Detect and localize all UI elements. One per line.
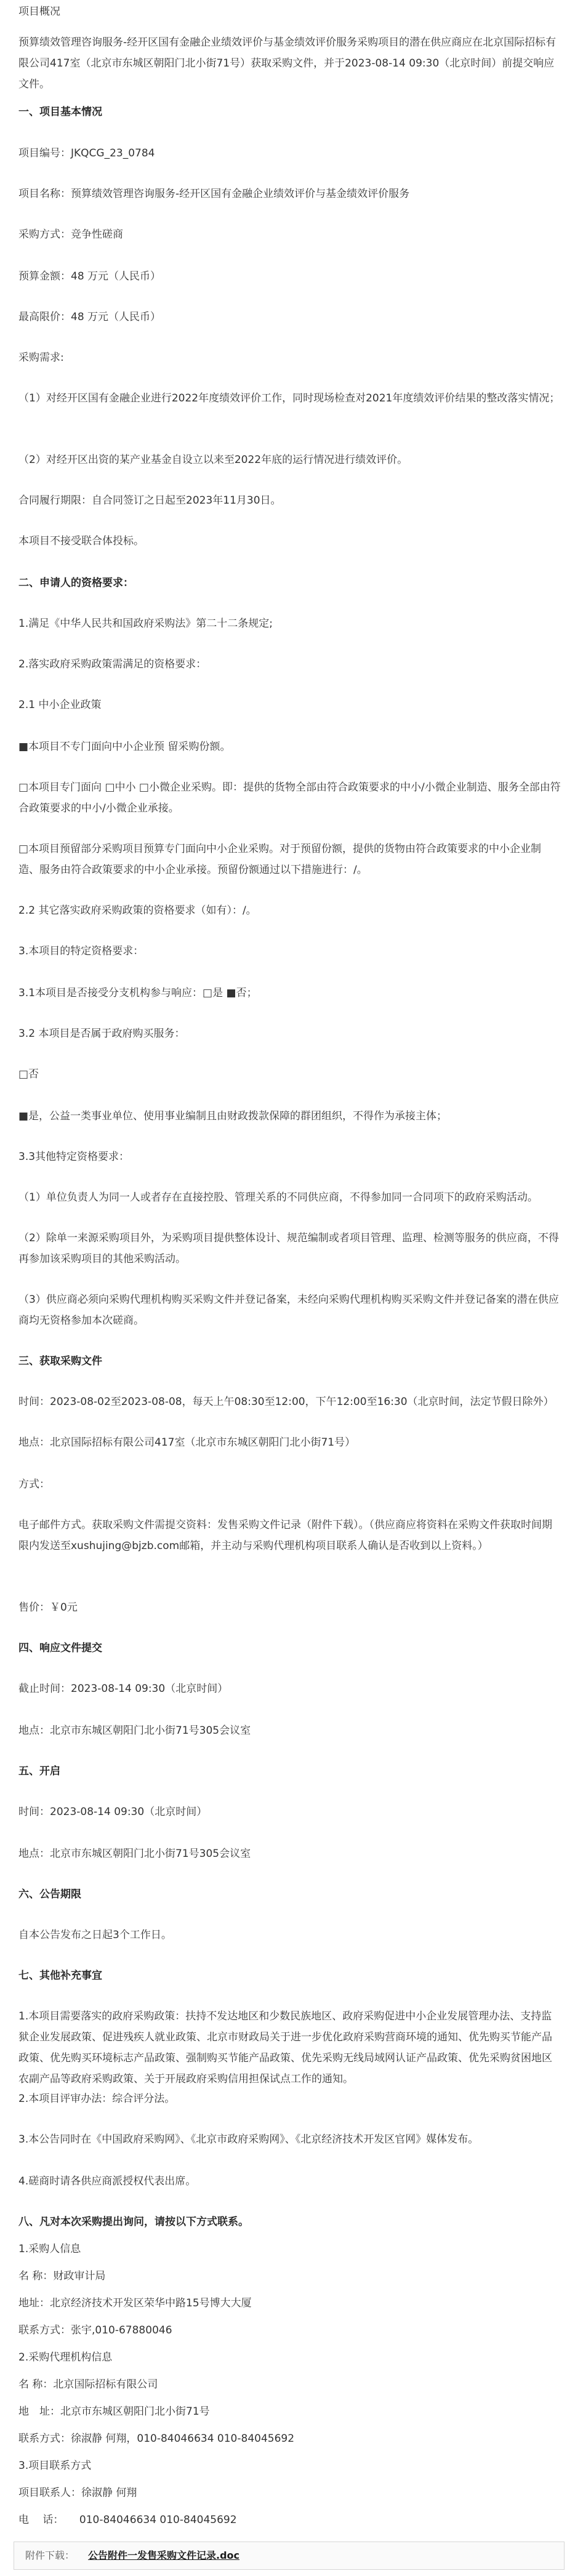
qualification-item: 1.满足《中华人民共和国政府采购法》第二十二条规定;: [18, 618, 273, 630]
section-heading: 五、开启: [18, 1765, 60, 1777]
submit-deadline: 截止时间：2023-08-14 09:30（北京时间）: [18, 1683, 228, 1695]
qualification-item: 3.2 本项目是否属于政府购买服务：: [18, 1028, 185, 1040]
contact-group-title: 3.项目联系方式: [18, 2460, 92, 2472]
qualification-item: □本项目预留部分采购项目预算专门面向中小企业采购。对于预留份额，提供的货物由符合政策要求的中小企业制造、服务由符合政策要求的中小企业承接。预留份额通过以下措施进行：/。: [18, 843, 542, 876]
section-heading: 三、获取采购文件: [18, 1355, 102, 1367]
qualification-item: 3.1本项目是否接受分支机构参与响应：□是 ■否；: [18, 987, 257, 999]
project-number: 项目编号：JKQCG_23_0784: [18, 147, 155, 159]
contact-group-title: 1.采购人信息: [18, 2243, 81, 2255]
qualification-item: 3.3其他特定资格要求：: [18, 1151, 130, 1163]
supplement-item: 1.本项目需要落实的政府采购政策：扶持不发达地区和少数民族地区、政府采购促进中小企业发展管理办法、支持监狱企业发展政策、促进残疾人就业政策、北京市财政局关于进一步优化政府采购营商环境的通知、优先购买节能产品政策、优先购买环境标志产品政策、强制购买节能产品政策、优先采购无线局域网认证产品政策、优先采购贫困地区农副产品等政府采购政策、关于开展政府采购信用担保试点工作的通知。: [18, 2010, 552, 2085]
section-heading: 一、项目基本情况: [18, 106, 102, 118]
consortium-note: 本项目不接受联合体投标。: [18, 535, 144, 547]
qualification-item: □本项目专门面向 □中小 □小微企业采购。即：提供的货物全部由符合政策要求的中小/小微企业制造、服务全部由符合政策要求的中小/小微企业承接。: [18, 781, 561, 815]
qualification-item: □否: [18, 1068, 39, 1081]
contact-group-title: 2.采购代理机构信息: [18, 2351, 113, 2364]
qualification-item: ■本项目不专门面向中小企业预 留采购份额。: [18, 741, 231, 753]
supplement-item: 3.本公告同时在《中国政府采购网》、《北京市政府采购网》、《北京经济技术开发区官网》媒体发布。: [18, 2133, 479, 2146]
section-heading: 二、申请人的资格要求：: [18, 577, 134, 589]
project-name: 项目名称：预算绩效管理咨询服务-经开区国有金融企业绩效评价与基金绩效评价服务: [18, 188, 410, 200]
qualification-item: （2）除单一来源采购项目外，为采购项目提供整体设计、规范编制或者项目管理、监理、检测等服务的供应商，不得再参加该采购项目的其他采购活动。: [18, 1232, 559, 1265]
qualification-item: （3）供应商必须向采购代理机构购买采购文件并登记备案，未经向采购代理机构购买采购文件并登记备案的潜在供应商均无资格参加本次磋商。: [18, 1294, 559, 1327]
purchaser-contact: 联系方式：张宇,010-67880046: [18, 2324, 172, 2337]
acquire-way-text: 电子邮件方式。获取采购文件需提交资料：发售采购文件记录（附件下载）。（供应商应将资料在采购文件获取时间期限内发送至xushujing@bjzb.com邮箱，并主动与采购代理机构项目联系人确认是否收到以上资料。）: [18, 1519, 552, 1552]
demand-item: （2）对经开区出资的某产业基金自设立以来至2022年底的运行情况进行绩效评价。: [18, 454, 408, 466]
acquire-way-label: 方式：: [18, 1478, 50, 1491]
section-heading: 八、凡对本次采购提出询问，请按以下方式联系。: [18, 2216, 249, 2228]
opening-place: 地点：北京市东城区朝阳门北小街71号305会议室: [18, 1848, 251, 1860]
supplement-item: 2.本项目评审办法：综合评分法。: [18, 2093, 175, 2105]
attachment-box: [14, 2542, 565, 2570]
agency-name: 名 称：北京国际招标有限公司: [18, 2378, 158, 2391]
opening-time: 时间：2023-08-14 09:30（北京时间）: [18, 1806, 207, 1818]
project-contact-phone: 电 话： 010-84046634 010-84045692: [18, 2514, 237, 2526]
purchaser-address: 地址：北京经济技术开发区荣华中路15号博大大厦: [18, 2297, 252, 2309]
overview-heading: 项目概况: [18, 6, 60, 18]
demand-label: 采购需求:: [18, 352, 64, 364]
qualification-item: ■是，公益一类事业单位、使用事业编制且由财政拨款保障的群团组织，不得作为承接主体；: [18, 1110, 448, 1122]
supplement-item: 4.磋商时请各供应商派授权代表出席。: [18, 2175, 196, 2188]
purchaser-name: 名 称：财政审计局: [18, 2270, 106, 2282]
acquire-place: 地点：北京国际招标有限公司417室（北京市东城区朝阳门北小街71号）: [18, 1436, 356, 1449]
section-heading: 四、响应文件提交: [18, 1642, 102, 1654]
qualification-item: 2.1 中小企业政策: [18, 699, 102, 711]
demand-item: （1）对经开区国有金融企业进行2022年度绩效评价工作，同时现场检查对2021年度绩效评价结果的整改落实情况；: [18, 392, 560, 405]
attachment-label: 附件下载：: [25, 2550, 75, 2561]
budget-amount: 预算金额：48 万元（人民币）: [18, 270, 161, 283]
agency-contact: 联系方式：徐淑静 何翔，010-84046634 010-84045692: [18, 2433, 295, 2445]
overview-text: 预算绩效管理咨询服务-经开区国有金融企业绩效评价与基金绩效评价服务采购项目的潜在供应商应在北京国际招标有限公司417室（北京市东城区朝阳门北小街71号）获取采购文件，并于2023-08-14 09:30（北京时间）前提交响应文件。: [18, 36, 557, 91]
procurement-method: 采购方式：竞争性磋商: [18, 228, 123, 241]
acquire-time: 时间：2023-08-02至2023-08-08，每天上午08:30至12:00，下午12:00至16:30（北京时间，法定节假日除外）: [18, 1396, 554, 1408]
submit-place: 地点：北京市东城区朝阳门北小街71号305会议室: [18, 1725, 251, 1737]
qualification-item: （1）单位负责人为同一人或者存在直接控股、管理关系的不同供应商，不得参加同一合同项下的政府采购活动。: [18, 1191, 538, 1204]
qualification-item: 2.2 其它落实政府采购政策的资格要求（如有）：/。: [18, 904, 257, 917]
section-heading: 六、公告期限: [18, 1888, 81, 1901]
document-price: 售价：￥0元: [18, 1601, 78, 1614]
notice-period: 自本公告发布之日起3个工作日。: [18, 1929, 172, 1941]
agency-address: 地 址：北京市东城区朝阳门北小街71号: [18, 2405, 210, 2418]
contract-period: 合同履行期限：自合同签订之日起至2023年11月30日。: [18, 494, 281, 507]
qualification-item: 2.落实政府采购政策需满足的资格要求：: [18, 658, 207, 670]
qualification-item: 3.本项目的特定资格要求：: [18, 945, 144, 957]
max-price: 最高限价：48 万元（人民币）: [18, 311, 161, 323]
section-heading: 七、其他补充事宜: [18, 1970, 102, 1982]
project-contact-person: 项目联系人：徐淑静 何翔: [18, 2487, 137, 2499]
attachment-download-link[interactable]: 公告附件一发售采购文件记录.doc: [88, 2550, 240, 2561]
